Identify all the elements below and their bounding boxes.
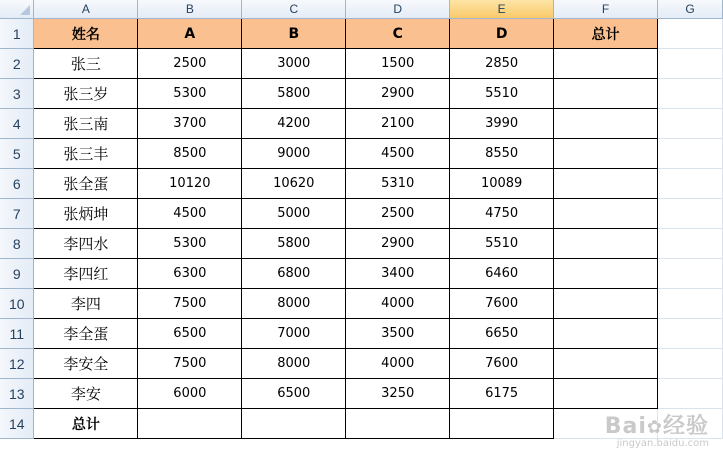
cell-header-name[interactable]: 姓名 — [34, 19, 138, 49]
cell-empty[interactable] — [658, 229, 723, 259]
cell-value-b[interactable]: 9000 — [242, 139, 346, 169]
cell-empty[interactable] — [658, 19, 723, 49]
cell-total-value[interactable] — [138, 409, 242, 439]
cell-total[interactable] — [554, 79, 658, 109]
cell-value-a[interactable]: 5300 — [138, 79, 242, 109]
cell-value-c[interactable]: 1500 — [346, 49, 450, 79]
cell-empty[interactable] — [658, 199, 723, 229]
cell-value-d[interactable]: 6175 — [450, 379, 554, 409]
cell-empty[interactable] — [658, 349, 723, 379]
cell-value-b[interactable]: 5000 — [242, 199, 346, 229]
cell-value-d[interactable]: 2850 — [450, 49, 554, 79]
cell-name[interactable]: 张三岁 — [34, 79, 138, 109]
cell-header-c[interactable]: C — [346, 19, 450, 49]
cell-value-a[interactable]: 5300 — [138, 229, 242, 259]
cell-name[interactable]: 张三南 — [34, 109, 138, 139]
cell-empty[interactable] — [658, 319, 723, 349]
row-header[interactable]: 3 — [0, 79, 34, 109]
cell-value-a[interactable]: 6500 — [138, 319, 242, 349]
row-header[interactable]: 4 — [0, 109, 34, 139]
paw-icon: ✿ — [646, 417, 663, 438]
row-header[interactable]: 8 — [0, 229, 34, 259]
cell-value-b[interactable]: 4200 — [242, 109, 346, 139]
cell-empty[interactable] — [658, 139, 723, 169]
cell-value-c[interactable]: 4000 — [346, 349, 450, 379]
table-row — [0, 139, 723, 169]
cell-total[interactable] — [554, 139, 658, 169]
cell-value-d[interactable]: 3990 — [450, 109, 554, 139]
cell-value-c[interactable]: 4500 — [346, 139, 450, 169]
cell-header-total[interactable]: 总计 — [554, 19, 658, 49]
row-header[interactable]: 11 — [0, 319, 34, 349]
column-header-c[interactable]: C — [242, 0, 346, 19]
cell-name[interactable]: 张炳坤 — [34, 199, 138, 229]
row-header[interactable]: 2 — [0, 49, 34, 79]
select-all-triangle-icon — [20, 5, 30, 15]
cell-value-a[interactable]: 3700 — [138, 109, 242, 139]
cell-value-b[interactable]: 5800 — [242, 229, 346, 259]
cell-name[interactable]: 李安 — [34, 379, 138, 409]
cell-value-a[interactable]: 2500 — [138, 49, 242, 79]
column-header-g[interactable]: G — [658, 0, 723, 19]
cell-value-b[interactable]: 10620 — [242, 169, 346, 199]
cell-header-b[interactable]: B — [242, 19, 346, 49]
cell-value-b[interactable]: 6500 — [242, 379, 346, 409]
cell-value-d[interactable]: 10089 — [450, 169, 554, 199]
cell-total[interactable] — [554, 319, 658, 349]
cell-empty[interactable] — [658, 379, 723, 409]
cell-value-c[interactable]: 3500 — [346, 319, 450, 349]
cell-value-a[interactable]: 6000 — [138, 379, 242, 409]
cell-total[interactable] — [554, 289, 658, 319]
column-header-e[interactable]: E — [450, 0, 554, 19]
cell-value-b[interactable]: 5800 — [242, 79, 346, 109]
cell-header-a[interactable]: A — [138, 19, 242, 49]
cell-total-label[interactable]: 总计 — [34, 409, 138, 439]
table-row — [0, 289, 723, 319]
cell-total[interactable] — [554, 349, 658, 379]
cell-total-value[interactable] — [346, 409, 450, 439]
cell-value-d[interactable]: 7600 — [450, 289, 554, 319]
cell-total[interactable] — [554, 259, 658, 289]
cell-empty[interactable] — [658, 289, 723, 319]
cell-name[interactable]: 李安全 — [34, 349, 138, 379]
row-header[interactable]: 14 — [0, 409, 34, 439]
watermark-url: jingyan.baidu.com — [616, 438, 709, 449]
cell-empty[interactable] — [658, 49, 723, 79]
cell-value-c[interactable]: 5310 — [346, 169, 450, 199]
cell-name[interactable]: 李四红 — [34, 259, 138, 289]
cell-value-c[interactable]: 2500 — [346, 199, 450, 229]
cell-value-d[interactable]: 7600 — [450, 349, 554, 379]
cell-value-a[interactable]: 7500 — [138, 289, 242, 319]
cell-value-d[interactable]: 4750 — [450, 199, 554, 229]
row-header[interactable]: 1 — [0, 19, 34, 49]
table-row — [0, 49, 723, 79]
cell-empty[interactable] — [658, 79, 723, 109]
table-row — [0, 79, 723, 109]
cell-value-a[interactable]: 4500 — [138, 199, 242, 229]
cell-value-c[interactable]: 4000 — [346, 289, 450, 319]
cell-name[interactable]: 李四水 — [34, 229, 138, 259]
cell-total[interactable] — [554, 229, 658, 259]
cell-header-d[interactable]: D — [450, 19, 554, 49]
cell-value-a[interactable]: 8500 — [138, 139, 242, 169]
cell-total[interactable] — [554, 49, 658, 79]
column-header-b[interactable]: B — [138, 0, 242, 19]
row-header[interactable]: 13 — [0, 379, 34, 409]
cell-value-a[interactable]: 10120 — [138, 169, 242, 199]
row-header[interactable]: 5 — [0, 139, 34, 169]
baidu-jingyan-watermark — [605, 409, 709, 449]
cell-value-d[interactable]: 6650 — [450, 319, 554, 349]
cell-value-c[interactable]: 2100 — [346, 109, 450, 139]
cell-total[interactable] — [554, 109, 658, 139]
table-row — [0, 109, 723, 139]
cell-name[interactable]: 张三丰 — [34, 139, 138, 169]
cell-empty[interactable] — [658, 259, 723, 289]
column-header-f[interactable]: F — [554, 0, 658, 19]
cell-total-value[interactable] — [450, 409, 554, 439]
watermark-logo: Bai✿经验 — [604, 414, 709, 439]
cell-value-c[interactable]: 2900 — [346, 229, 450, 259]
cell-total[interactable] — [554, 169, 658, 199]
row-header[interactable]: 7 — [0, 199, 34, 229]
column-header-d[interactable]: D — [346, 0, 450, 19]
cell-value-b[interactable]: 8000 — [242, 349, 346, 379]
row-header[interactable]: 9 — [0, 259, 34, 289]
row-header[interactable]: 12 — [0, 349, 34, 379]
cell-value-d[interactable]: 5510 — [450, 229, 554, 259]
table-row — [0, 319, 723, 349]
cell-empty[interactable] — [658, 169, 723, 199]
cell-name[interactable]: 张全蛋 — [34, 169, 138, 199]
cell-value-c[interactable]: 2900 — [346, 79, 450, 109]
cell-total-value[interactable] — [242, 409, 346, 439]
table-row — [0, 169, 723, 199]
row-header[interactable]: 10 — [0, 289, 34, 319]
row-header[interactable]: 6 — [0, 169, 34, 199]
cell-name[interactable]: 张三 — [34, 49, 138, 79]
cell-value-c[interactable]: 3400 — [346, 259, 450, 289]
table-row — [0, 379, 723, 409]
column-header-row — [0, 0, 723, 19]
table-row — [0, 229, 723, 259]
sheet-row-1 — [0, 19, 723, 49]
select-all-corner[interactable] — [0, 0, 34, 19]
cell-empty[interactable] — [658, 109, 723, 139]
cell-name[interactable]: 李四 — [34, 289, 138, 319]
table-row — [0, 259, 723, 289]
cell-value-b[interactable]: 8000 — [242, 289, 346, 319]
table-row — [0, 349, 723, 379]
column-header-a[interactable]: A — [34, 0, 138, 19]
cell-value-d[interactable]: 5510 — [450, 79, 554, 109]
cell-value-b[interactable]: 3000 — [242, 49, 346, 79]
table-row — [0, 199, 723, 229]
cell-value-c[interactable]: 3250 — [346, 379, 450, 409]
cell-total[interactable] — [554, 379, 658, 409]
cell-name[interactable]: 李全蛋 — [34, 319, 138, 349]
cell-value-b[interactable]: 6800 — [242, 259, 346, 289]
cell-value-b[interactable]: 7000 — [242, 319, 346, 349]
cell-total[interactable] — [554, 199, 658, 229]
cell-value-d[interactable]: 6460 — [450, 259, 554, 289]
cell-value-a[interactable]: 6300 — [138, 259, 242, 289]
cell-value-d[interactable]: 8550 — [450, 139, 554, 169]
cell-value-a[interactable]: 7500 — [138, 349, 242, 379]
